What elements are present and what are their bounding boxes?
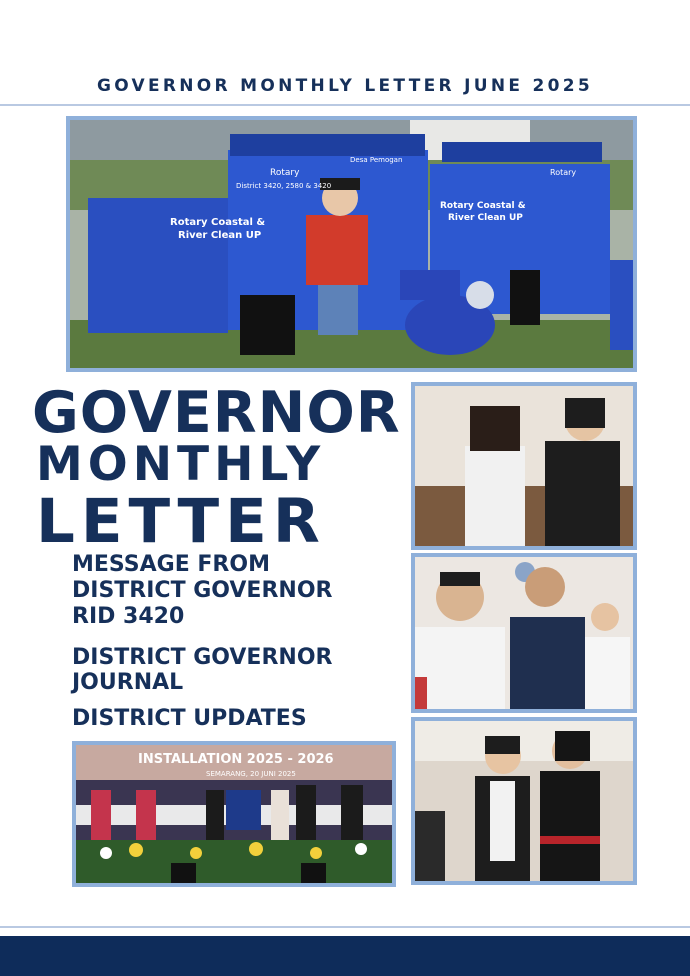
photo-pin-ceremony-men — [411, 553, 637, 713]
footer-band — [0, 936, 690, 976]
photo-pin-ceremony-stage — [411, 717, 637, 885]
vehicle-text-river-right: River Clean UP — [448, 213, 523, 223]
contents-updates: DISTRICT UPDATES — [72, 706, 307, 731]
contents-journal-line1: DISTRICT GOVERNOR — [72, 645, 333, 670]
vehicle-text-river: River Clean UP — [178, 230, 262, 241]
vehicle-text-district: District 3420, 2580 & 3420 — [236, 182, 332, 190]
masthead-letter: LETTER — [36, 486, 326, 557]
contents-message-line1: MESSAGE FROM — [72, 552, 270, 577]
vehicle-text-coastal: Rotary Coastal & — [170, 217, 266, 228]
vehicle-text-rotary: Rotary — [270, 168, 300, 178]
contents-message-line3: RID 3420 — [72, 604, 185, 629]
vehicle-text-coastal-right: Rotary Coastal & — [440, 201, 526, 211]
photo-installation-ceremony — [72, 741, 396, 887]
installation-subline-text: SEMARANG, 20 JUNI 2025 — [206, 770, 296, 778]
masthead-monthly: MONTHLY — [36, 437, 326, 492]
masthead-governor: GOVERNOR — [32, 380, 401, 446]
installation-banner-text: INSTALLATION 2025 - 2026 — [138, 752, 334, 767]
vehicle-text-desa: Desa Pemogan — [350, 156, 403, 164]
contents-message-line2: DISTRICT GOVERNOR — [72, 578, 333, 603]
contents-journal-line2: JOURNAL — [72, 670, 184, 695]
vehicle-text-rotary-right: Rotary — [550, 168, 577, 177]
newsletter-header-title: GOVERNOR MONTHLY LETTER JUNE 2025 — [96, 76, 594, 96]
photo-pin-ceremony-women — [411, 382, 637, 550]
main-photo-clean-up-vehicles — [66, 116, 637, 372]
header-divider — [0, 104, 690, 106]
footer-divider — [0, 926, 690, 928]
